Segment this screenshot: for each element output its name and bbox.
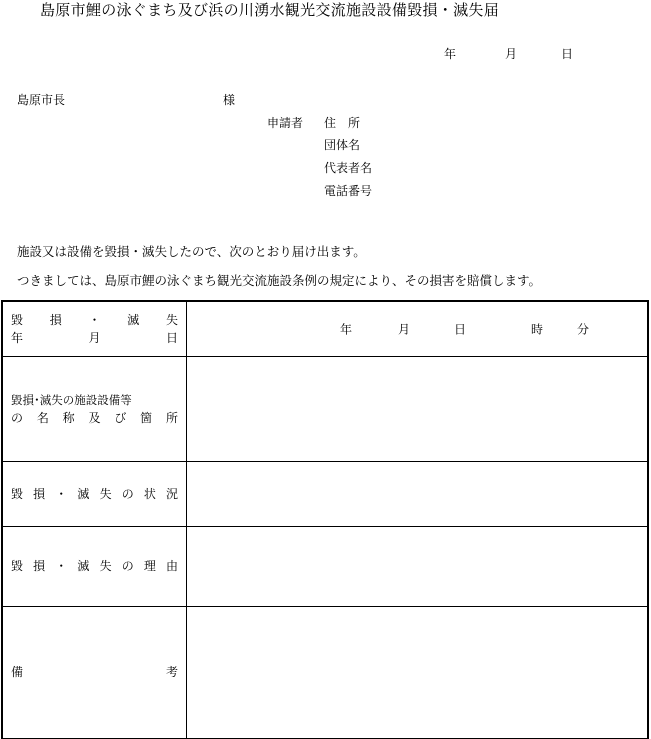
addressee-honorific: 様 xyxy=(223,93,236,107)
label-remarks: 備 考 xyxy=(2,606,187,738)
label-damage-date xyxy=(2,301,187,356)
table-row-reason xyxy=(2,526,648,606)
label-damage-date-top: 毀 損 ・ 滅 失 xyxy=(11,312,178,327)
datetime-hour: 時 xyxy=(531,322,544,337)
label-damage-date-bottom: 年 月 日 xyxy=(11,330,178,345)
datetime-minute: 分 xyxy=(577,322,590,337)
header-date-month: 月 xyxy=(505,47,518,61)
value-damage-datetime[interactable] xyxy=(187,301,649,356)
label-damage-reason: 毀 損 ・ 滅 失 の 理 由 xyxy=(2,526,187,606)
header-date-year: 年 xyxy=(444,47,457,61)
label-damaged-item-top: 毀損･滅失の施設設備等 xyxy=(11,392,132,407)
header-date-day: 日 xyxy=(561,47,574,61)
label-damaged-item xyxy=(2,356,187,461)
table-row-item xyxy=(2,356,648,461)
applicant-field-organization: 団体名 xyxy=(324,138,361,152)
table-row-date xyxy=(2,301,648,356)
datetime-day: 日 xyxy=(454,322,467,337)
label-damaged-item-bottom: の 名 称 及 び 箇 所 xyxy=(11,410,178,425)
statement-compensation: つきましては、島原市鯉の泳ぐまち観光交流施設条例の規定により、その損害を賠償します。 xyxy=(17,273,542,288)
table-row-remarks xyxy=(2,606,648,738)
table-row-condition xyxy=(2,461,648,526)
datetime-month: 月 xyxy=(398,322,411,337)
statement-notification: 施設又は設備を毀損・滅失したので、次のとおり届け出ます。 xyxy=(17,244,366,259)
addressee-name: 島原市長 xyxy=(17,93,66,107)
applicant-label: 申請者 xyxy=(267,116,304,130)
value-damage-reason[interactable] xyxy=(187,526,649,606)
applicant-field-representative: 代表者名 xyxy=(324,161,373,175)
applicant-field-address: 住 所 xyxy=(324,116,361,130)
value-damage-condition[interactable] xyxy=(187,461,649,526)
value-damaged-item[interactable] xyxy=(187,356,649,461)
label-damage-condition: 毀 損 ・ 滅 失 の 状 況 xyxy=(2,461,187,526)
form-title: 島原市鯉の泳ぐまち及び浜の川湧水観光交流施設設備毀損・滅失届 xyxy=(40,1,500,19)
datetime-year: 年 xyxy=(340,322,353,337)
damage-report-table xyxy=(1,300,649,739)
applicant-field-phone: 電話番号 xyxy=(324,184,373,198)
value-remarks[interactable] xyxy=(187,606,649,738)
